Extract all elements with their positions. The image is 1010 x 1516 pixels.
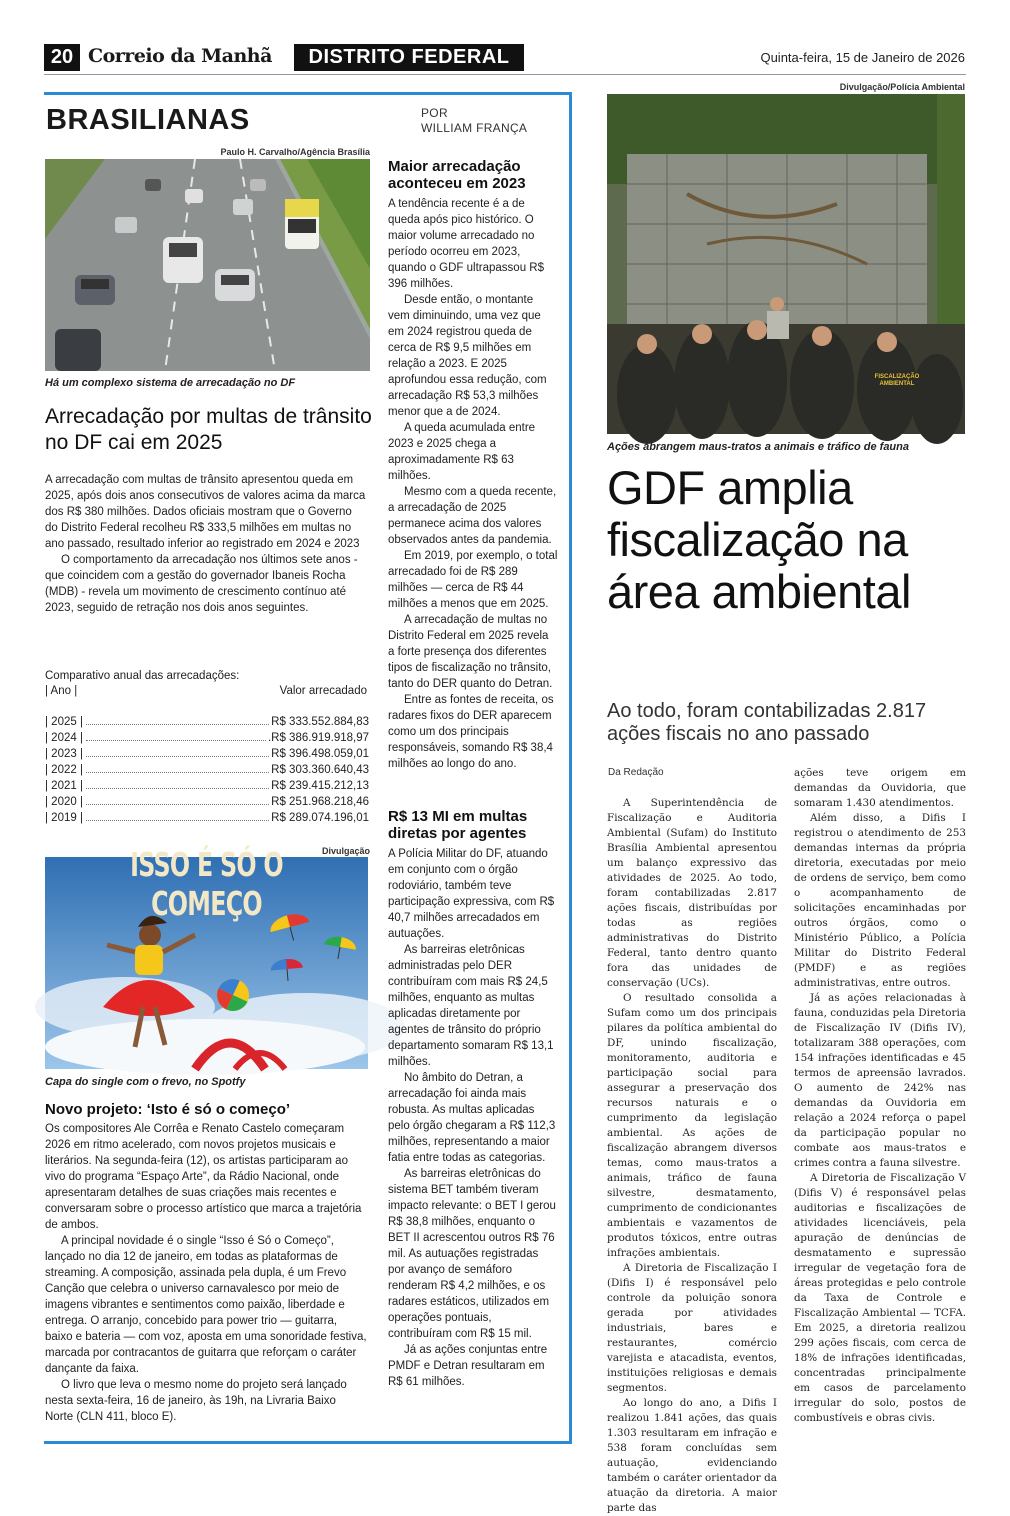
table-header-year: | Ano | <box>45 685 78 697</box>
env-paragraph: Ao longo do ano, a Difis I realizou 1.841 ações, das quais 1.303 resultaram em infração e 538 foram concluídas sem autuação, evidenciando também o caráter orientador da atuação da diretoria. A maior parte das <box>607 1397 777 1514</box>
traffic-illustration <box>45 159 370 371</box>
table-leader <box>86 740 266 741</box>
table-year: | 2020 | <box>45 796 83 808</box>
table-value: R$ 303.360.640,43 <box>271 764 369 776</box>
table-year: | 2024 | <box>45 732 83 744</box>
table-leader <box>86 756 269 757</box>
traffic-photo-caption: Há um complexo sistema de arrecadação no DF <box>45 377 296 389</box>
table-row <box>45 732 369 744</box>
env-paragraph: A Diretoria de Fiscalização I (Difis I) é responsável pelo controle da poluição sonora gerada por atividades industriais, bares e restaurantes, comércio varejista e atacadista, eventos, instituições religiosas e demais segmentos. <box>607 1262 777 1394</box>
table-leader <box>86 724 269 725</box>
middle-paragraph: A arrecadação de multas no Distrito Federal em 2025 revela a forte presença dos diferentes tipos de fiscalização no trânsito, tanto do DER quanto do Detran. <box>388 614 553 690</box>
table-leader <box>86 788 269 789</box>
middle-paragraph: A queda acumulada entre 2023 e 2025 chega a aproximadamente R$ 63 milhões. <box>388 422 536 482</box>
env-body-col-2 <box>794 766 966 1426</box>
table-row <box>45 716 369 728</box>
header-rule <box>44 74 966 75</box>
env-byline: Da Redação <box>608 767 664 778</box>
music-paragraph: A principal novidade é o single “Isso é Só o Começo”, lançado no dia 12 de janeiro, em todas as plataformas de streaming. A composição, assinada pela dupla, é um Frevo Canção que celebra o universo carnavalesco por meio de imagens vibrantes e sentimentos como paixão, liberdade e entrega. O arranjo, concebido para power trio — guitarra, baixo e bateria — com voz, aposta em uma sonoridade festiva, marcada por contracantos de guitarra que reforçam o caráter dançante da faixa. <box>45 1235 367 1375</box>
table-value: R$ 239.415.212,13 <box>271 780 369 792</box>
middle-paragraph: Já as ações conjuntas entre PMDF e Detran resultaram em R$ 61 milhões. <box>388 1344 548 1388</box>
page-number: 20 <box>44 44 80 71</box>
traffic-headline: Arrecadação por multas de trânsito no DF cai em 2025 <box>45 405 372 454</box>
middle-paragraph: Em 2019, por exemplo, o total arrecadado foi de R$ 289 milhões — cerca de R$ 44 milhões a menos que em 2025. <box>388 550 558 610</box>
env-photo-credit: Divulgação/Polícia Ambiental <box>839 82 965 92</box>
env-photo-vest-text: FISCALIZAÇÃO AMBIENTAL <box>874 374 920 387</box>
byline-author: WILLIAM FRANÇA <box>421 121 528 135</box>
env-body-col-1 <box>607 796 777 1516</box>
table-row <box>45 764 369 776</box>
column-box-bottom-rule <box>44 1441 572 1444</box>
table-leader <box>86 772 269 773</box>
middle-paragraph: As barreiras eletrônicas administradas pelo DER contribuíram com mais R$ 24,5 milhões, enquanto as multas aplicadas diretamente por agentes de trânsito do próprio departamento somaram R$ 13,1 milhões. <box>388 944 554 1068</box>
music-headline: Novo projeto: ‘Isto é só o começo’ <box>45 1101 291 1118</box>
table-year: | 2022 | <box>45 764 83 776</box>
env-paragraph: A Superintendência de Fiscalização e Auditoria Ambiental (Sufam) do Instituto Brasília Ambiental apresentou um balanço expressivo das atividades de 2025. Ao todo, foram contabilizadas 2.817 ações fiscais, distribuídas por todas as regiões administrativas do Distrito Federal, tanto dentro quanto fora das unidades de conservação (UCs). <box>607 797 777 989</box>
table-header-value: Valor arrecadado <box>279 685 367 697</box>
traffic-photo <box>45 159 370 371</box>
middle-subhead-2: R$ 13 MI em multas diretas por agentes <box>388 808 528 842</box>
env-paragraph: A Diretoria de Fiscalização V (Difis V) é responsável pelas auditorias e fiscalizações de atividades licenciáveis, pela apuração de denúncias de desmatamento e supressão irregular de vegetação fora de áreas protegidas e pelo controle da Taxa de Controle e Fiscalização Ambiental — TCFA. Em 2025, a diretoria realizou 299 ações fiscais, com cerca de 18% de infrações identificadas, concentradas principalmente em casos de parcelamento irregular do solo, postos de combustíveis e obras civis. <box>794 1172 966 1424</box>
music-photo-caption: Capa do single com o frevo, no Spotfy <box>45 1076 246 1088</box>
masthead-logo: Correio da Manhã <box>88 45 272 67</box>
table-row <box>45 796 369 808</box>
env-paragraph: Além disso, a Difis I registrou o atendimento de 253 demandas internas da própria diretoria, executadas por meio de ordens de serviço, bem como o acompanhamento de solicitações encaminhadas por outros órgãos, como o Ministério Público, a Polícia Militar do Distrito Federal (PMDF) e as regiões administrativas, entre outros. <box>794 812 966 989</box>
traffic-paragraph: A arrecadação com multas de trânsito apresentou queda em 2025, após dois anos consecutivos de valores acima da marca dos R$ 380 milhões. Dados oficiais mostram que o Governo do Distrito Federal recolheu R$ 333,5 milhões em multas no ano passado, resultado inferior ao registrado em 2024 e 2023 <box>45 474 366 550</box>
table-leader <box>86 820 269 821</box>
middle-subhead-1: Maior arrecadação aconteceu em 2023 <box>388 158 526 192</box>
env-photo <box>607 94 965 434</box>
dateline: Quinta-feira, 15 de Janeiro de 2026 <box>760 50 965 65</box>
column-title: BRASILIANAS <box>46 104 250 136</box>
table-value: R$ 289.074.196,01 <box>271 812 369 824</box>
column-byline <box>421 106 527 136</box>
music-photo-credit: Divulgação <box>321 846 370 856</box>
section-label: DISTRITO FEDERAL <box>294 44 524 71</box>
music-paragraph: Os compositores Ale Corrêa e Renato Castelo começaram 2026 em ritmo acelerado, com novos projetos musicais e literários. Na segunda-feira (12), os artistas participaram ao vivo do programa “Espaço Arte”, da Rádio Nacional, onde apresentaram detalhes de suas criações mais recentes e conversaram sobre o processo artístico que marca a trajetória de ambos. <box>45 1123 362 1231</box>
music-body <box>45 1121 367 1425</box>
env-paragraph: O resultado consolida a Sufam como um dos principais pilares da política ambiental do DF, unindo fiscalização, monitoramento, auditoria e participação social para assegurar a preservação dos recursos naturais e o cumprimento da legislação ambiental. As ações de fiscalização abrangem diversos temas, como maus-tratos a animais, tráfico de fauna silvestre, desmatamento, cumprimento de condicionantes ambientais e vazamentos de produtos tóxicos, entre outras infrações ambientais. <box>607 992 777 1259</box>
middle-paragraph: Mesmo com a queda recente, a arrecadação de 2025 permanece acima dos valores observados antes da pandemia. <box>388 486 557 546</box>
middle-paragraph: Entre as fontes de receita, os radares fixos do DER aparecem como um dos principais responsáveis, somando R$ 38,4 milhões ao longo do ano. <box>388 694 554 770</box>
music-paragraph: O livro que leva o mesmo nome do projeto será lançado nesta sexta-feira, 16 de janeiro, às 19h, na Livraria Baixo Norte (CLN 411, bloco E). <box>45 1379 347 1423</box>
table-header <box>45 685 367 697</box>
middle-paragraph: A Polícia Militar do DF, atuando em conjunto com o órgão rodoviário, também teve participação expressiva, com R$ 40,7 milhões arrecadados em autuações. <box>388 848 555 940</box>
env-photo-caption: Ações abrangem maus-tratos a animais e tráfico de fauna <box>607 441 909 453</box>
table-year: | 2019 | <box>45 812 83 824</box>
env-deck: Ao todo, foram contabilizadas 2.817 ações fiscais no ano passado <box>607 700 927 745</box>
traffic-paragraph: O comportamento da arrecadação nos últimos sete anos - que coincidem com a gestão do governador Ibaneis Rocha (MDB) - revela um movimento de crescimento contínuo até 2023, seguido de retração nos dois anos seguintes. <box>45 554 358 614</box>
table-row <box>45 812 369 824</box>
table-row <box>45 780 369 792</box>
table-leader <box>86 804 269 805</box>
music-cover-title: ISSO É SÓ O COMEÇO <box>130 845 283 923</box>
env-headline: GDF amplia fiscalização na área ambiental <box>607 461 911 618</box>
middle-paragraph: As barreiras eletrônicas do sistema BET também tiveram impacto relevante: o BET I gerou R$ 38,8 milhões, enquanto o BET II acrescentou outros R$ 76 mil. As autuações registradas por avanço de semáforo renderam R$ 4,2 milhões, e os radares estáticos, utilizados em operações pontuais, contribuíram com R$ 15 mil. <box>388 1168 556 1340</box>
middle-body-1 <box>388 196 558 772</box>
table-value: R$ 251.968.218,46 <box>271 796 369 808</box>
traffic-photo-credit: Paulo H. Carvalho/Agência Brasília <box>220 147 370 157</box>
column-box-right-rule <box>569 92 572 1444</box>
table-title: Comparativo anual das arrecadações: <box>45 670 240 682</box>
table-value: R$ 333.552.884,83 <box>271 716 369 728</box>
middle-paragraph: No âmbito do Detran, a arrecadação foi ainda mais robusta. As multas aplicadas pelo órgão chegaram a R$ 112,3 milhões, representando a maior fatia entre todas as categorias. <box>388 1072 556 1164</box>
traffic-body <box>45 472 367 616</box>
env-paragraph: Já as ações relacionadas à fauna, conduzidas pela Diretoria de Fiscalização IV (Difis IV), totalizaram 388 operações, com 154 infrações identificadas e 45 termos de apreensão lavrados. O aumento de 242% nas demandas da Ouvidoria em relação a 2024 reforça o papel da participação popular no combate aos maus-tratos e crimes contra a fauna silvestre. <box>794 992 966 1169</box>
table-value: R$ 396.498.059,01 <box>271 748 369 760</box>
table-year: | 2021 | <box>45 780 83 792</box>
byline-por: POR <box>421 106 448 120</box>
middle-paragraph: A tendência recente é a de queda após pico histórico. O maior volume arrecadado no período ocorreu em 2023, quando o GDF ultrapassou R$ 396 milhões. <box>388 198 544 290</box>
env-paragraph: ações teve origem em demandas da Ouvidoria, que somaram 1.430 atendimentos. <box>794 767 966 809</box>
table-value: .R$ 386.919.918,97 <box>267 732 369 744</box>
table-row <box>45 748 369 760</box>
column-box-top-rule <box>44 92 572 95</box>
middle-paragraph: Desde então, o montante vem diminuindo, uma vez que em 2024 registrou queda de cerca de R$ 9,5 milhões em relação a 2023. E 2025 aprofundou essa redução, com arrecadação R$ 53,3 milhões menor que a de 2024. <box>388 294 547 418</box>
table-year: | 2023 | <box>45 748 83 760</box>
middle-body-2 <box>388 846 558 1390</box>
table-year: | 2025 | <box>45 716 83 728</box>
